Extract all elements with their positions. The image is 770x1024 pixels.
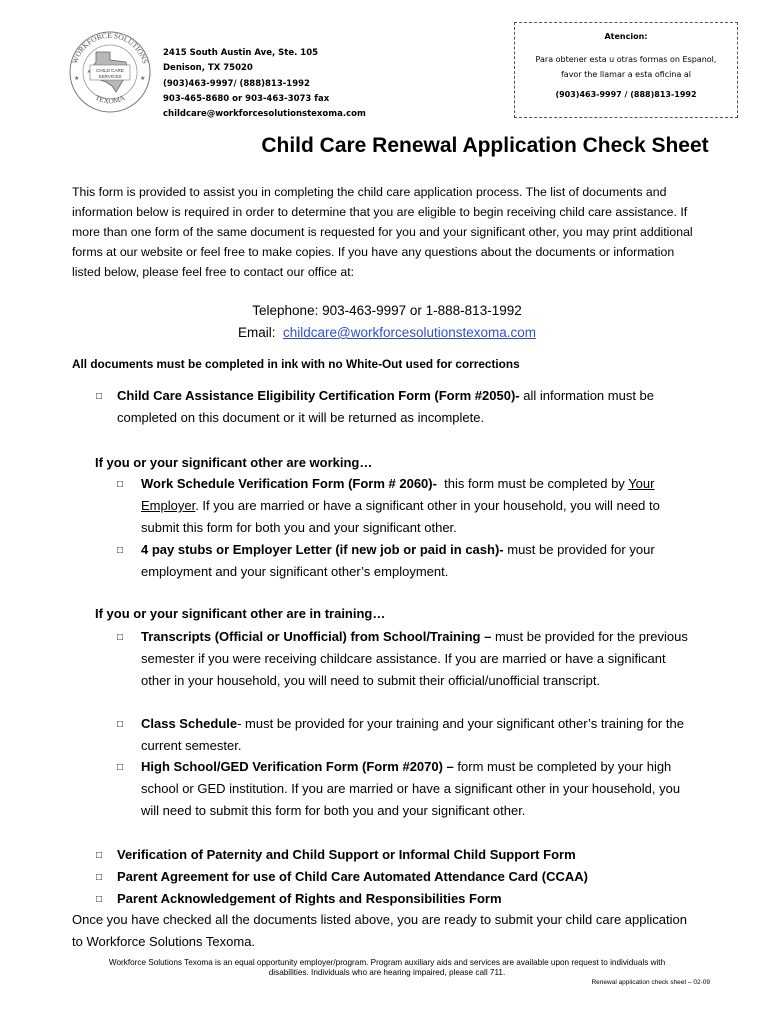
list-item: [141, 626, 696, 692]
logo-star-right-icon: ★: [140, 76, 146, 82]
email-label: Email:: [237, 325, 283, 340]
item-description: must be provided for your employment and your significant other’s employment.: [141, 542, 655, 579]
logo-bottom-text: TEXOMA: [93, 92, 127, 106]
contact-email: [72, 325, 702, 340]
address-line: Denison, TX 75020: [163, 63, 253, 74]
fax-line: 903-465-8680 or 903-463-3073 fax: [163, 93, 330, 104]
checkbox[interactable]: □: [96, 391, 103, 402]
section-heading-working: If you or your significant other are working…: [95, 455, 373, 470]
item-description: . If you are married or have a significant other in your household, you will need to submit this form for both you and your significant other.: [141, 498, 660, 535]
list-item: [141, 473, 691, 539]
item-title: Class Schedule: [141, 716, 238, 731]
logo-top-text: WORKFORCE SOLUTIONS: [70, 30, 150, 65]
section-heading-training: If you or your significant other are in training…: [95, 606, 386, 621]
list-item: [141, 756, 701, 822]
contact-telephone: Telephone: 903-463-9997 or 1-888-813-1992: [252, 303, 522, 318]
item-description: all information must be completed on this document or it will be returned as incomplete.: [117, 388, 655, 425]
ink-note: All documents must be completed in ink with no White-Out used for corrections: [72, 357, 520, 371]
footer-line: Workforce Solutions Texoma is an equal opportunity employer/program. Program auxiliary aids and services are available upon request to individuals with: [108, 958, 666, 967]
list-item: Parent Agreement for use of Child Care Automated Attendance Card (CCAA): [117, 869, 588, 884]
checkbox[interactable]: □: [117, 762, 124, 773]
list-item: Parent Acknowledgement of Rights and Responsibilities Form: [117, 891, 502, 906]
logo-center-text-1: CHILD CARE: [96, 68, 124, 73]
item-title: Transcripts (Official or Unofficial) from School/Training –: [141, 629, 492, 644]
address-line: 2415 South Austin Ave, Ste. 105: [163, 48, 319, 58]
page-title: Child Care Renewal Application Check Sheet: [261, 134, 709, 157]
phone-line: (903)463-9997/ (888)813-1992: [163, 78, 310, 89]
checkbox[interactable]: □: [117, 719, 124, 730]
checkbox[interactable]: □: [96, 850, 103, 861]
email-link[interactable]: childcare@workforcesolutionstexoma.com: [282, 325, 537, 340]
checkbox[interactable]: □: [117, 545, 124, 556]
office-address: [163, 46, 366, 122]
item-description: must be provided for the previous semester if you were receiving childcare assistance. If you are married or have a significant other in your household, you will need to submit their official/unofficial transcript.: [141, 629, 688, 688]
list-item: Verification of Paternity and Child Support or Informal Child Support Form: [117, 847, 576, 862]
revision-label: Renewal application check sheet – 02-09: [591, 979, 710, 986]
item-title: High School/GED Verification Form (Form #2070) –: [141, 759, 454, 774]
logo-center-text-2: SERVICES: [98, 74, 122, 79]
spanish-notice-box: [514, 22, 738, 118]
logo-star-left-icon: ★: [74, 76, 80, 82]
item-description: form must be completed by your high school or GED institution. If you are married or have a significant other in your household, you will need to submit this form for both you and your significant other.: [141, 759, 681, 818]
checkbox[interactable]: □: [96, 894, 103, 905]
notice-line: favor the llamar a esta oficina al: [560, 70, 692, 79]
workforce-solutions-logo: [66, 22, 154, 118]
intro-paragraph: This form is provided to assist you in completing the child care application process. The list of documents and information below is required in order to determine that you are eligible to begin receiving child care assistance. If more than one form of the same document is requested for you and your significant other, you may print additional forms at our website or feel free to make copies. If you have any questions about the documents or information listed below, please feel free to contact our office at:: [72, 185, 693, 279]
checkbox[interactable]: □: [117, 479, 124, 490]
checkbox[interactable]: □: [117, 632, 124, 643]
footer-line: disabilities. Individuals who are hearing impaired, please call 711.: [268, 968, 506, 977]
list-item: [141, 713, 701, 757]
item-description: - must be provided for your training and your significant other’s training for the current semester.: [141, 716, 684, 753]
list-item: [141, 539, 681, 583]
notice-phone: (903)463-9997 / (888)813-1992: [555, 90, 697, 99]
checkbox[interactable]: □: [96, 872, 103, 883]
item-title: Child Care Assistance Eligibility Certification Form (Form #2050)-: [117, 388, 520, 403]
notice-body: [515, 52, 737, 82]
notice-title: Atencion:: [604, 32, 648, 41]
closing-paragraph: Once you have checked all the documents listed above, you are ready to submit your child care application to Workforce Solutions Texoma.: [72, 912, 687, 949]
notice-line: Para obtener esta u otras formas on Espanol,: [535, 55, 717, 64]
item-title: Work Schedule Verification Form (Form # 2060)-: [141, 476, 437, 491]
footer-disclaimer: [72, 958, 702, 978]
item-title: 4 pay stubs or Employer Letter (if new job or paid in cash)-: [141, 542, 504, 557]
email-line: childcare@workforcesolutionstexoma.com: [163, 109, 366, 120]
underlined-text: Employer: [141, 498, 196, 513]
underlined-text: Your: [628, 476, 655, 491]
list-item: [117, 385, 677, 429]
svg-text:TEXOMA: [94, 93, 127, 106]
item-description: this form must be completed by: [436, 476, 629, 491]
